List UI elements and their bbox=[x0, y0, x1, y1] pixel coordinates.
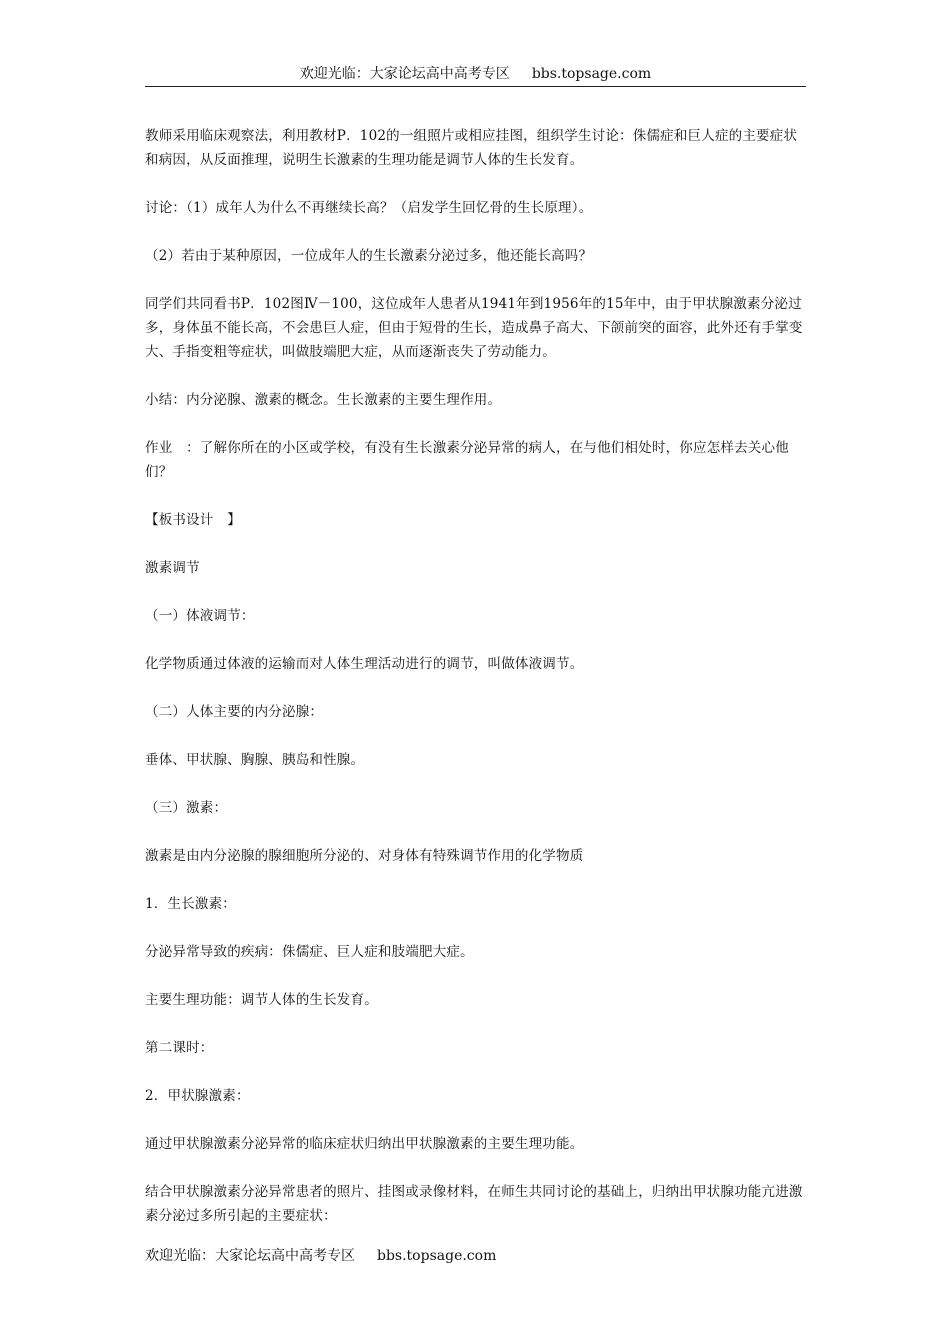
footer-welcome-text: 欢迎光临：大家论坛高中高考专区 bbox=[145, 1248, 355, 1264]
heading-thyroid-hormone: 2．甲状腺激素： bbox=[145, 1088, 250, 1104]
section-title-board-design: 【板书设计 】 bbox=[145, 512, 241, 528]
page-footer bbox=[145, 1246, 496, 1266]
paragraph-homework: 作业 ：了解你所在的小区或学校，有没有生长激素分泌异常的病人，在与他们相处时，你应怎样去关心他们？ bbox=[145, 440, 789, 480]
paragraph-growth-function: 主要生理功能：调节人体的生长发育。 bbox=[145, 992, 378, 1008]
paragraph-case-study: 同学们共同看书P．102图Ⅳ－100，这位成年人患者从1941年到1956年的15年中，由于甲状腺激素分泌过多，身体虽不能长高，不会患巨人症，但由于短骨的生长，造成鼻子高大、下颌前突的面容，此外还有手掌变大、手指变粗等症状，叫做肢端肥大症，从而逐渐丧失了劳动能力。 bbox=[145, 296, 803, 360]
paragraph-discussion-2: （2）若由于某种原因，一位成年人的生长激素分泌过多，他还能长高吗？ bbox=[145, 248, 593, 264]
heading-hormones: （三）激素： bbox=[145, 800, 228, 816]
heading-growth-hormone: 1．生长激素： bbox=[145, 896, 236, 912]
header-welcome-text: 欢迎光临：大家论坛高中高考专区 bbox=[299, 66, 510, 82]
paragraph-hormone-definition: 激素是由内分泌腺的腺细胞所分泌的、对身体有特殊调节作用的化学物质 bbox=[145, 848, 584, 864]
heading-endocrine-glands: （二）人体主要的内分泌腺： bbox=[145, 704, 324, 720]
paragraph-thyroid-symptoms: 结合甲状腺激素分泌异常患者的照片、挂图或录像材料，在师生共同讨论的基础上，归纳出甲状腺功能亢进激素分泌过多所引起的主要症状： bbox=[145, 1184, 803, 1224]
paragraph-summary: 小结：内分泌腺、激素的概念。生长激素的主要生理作用。 bbox=[145, 392, 502, 408]
paragraph-humoral-definition: 化学物质通过体液的运输而对人体生理活动进行的调节，叫做体液调节。 bbox=[145, 656, 584, 672]
heading-hormone-regulation: 激素调节 bbox=[145, 560, 200, 576]
paragraph-thyroid-method: 通过甲状腺激素分泌异常的临床症状归纳出甲状腺激素的主要生理功能。 bbox=[145, 1136, 584, 1152]
heading-second-lesson: 第二课时： bbox=[145, 1040, 214, 1056]
page-header bbox=[145, 64, 806, 87]
paragraph-gland-list: 垂体、甲状腺、胸腺、胰岛和性腺。 bbox=[145, 752, 365, 768]
footer-site-link[interactable]: bbs.topsage.com bbox=[377, 1248, 497, 1264]
heading-humoral-regulation: （一）体液调节： bbox=[145, 608, 255, 624]
paragraph-growth-diseases: 分泌异常导致的疾病：侏儒症、巨人症和肢端肥大症。 bbox=[145, 944, 474, 960]
paragraph-discussion-1: 讨论：（1）成年人为什么不再继续长高？（启发学生回忆骨的生长原理）。 bbox=[145, 200, 593, 216]
paragraph-intro: 教师采用临床观察法，利用教材P．102的一组照片或相应挂图，组织学生讨论：侏儒症和巨人症的主要症状和病因，从反面推理，说明生长激素的生理功能是调节人体的生长发育。 bbox=[145, 128, 798, 168]
header-site-link[interactable]: bbs.topsage.com bbox=[531, 66, 652, 82]
